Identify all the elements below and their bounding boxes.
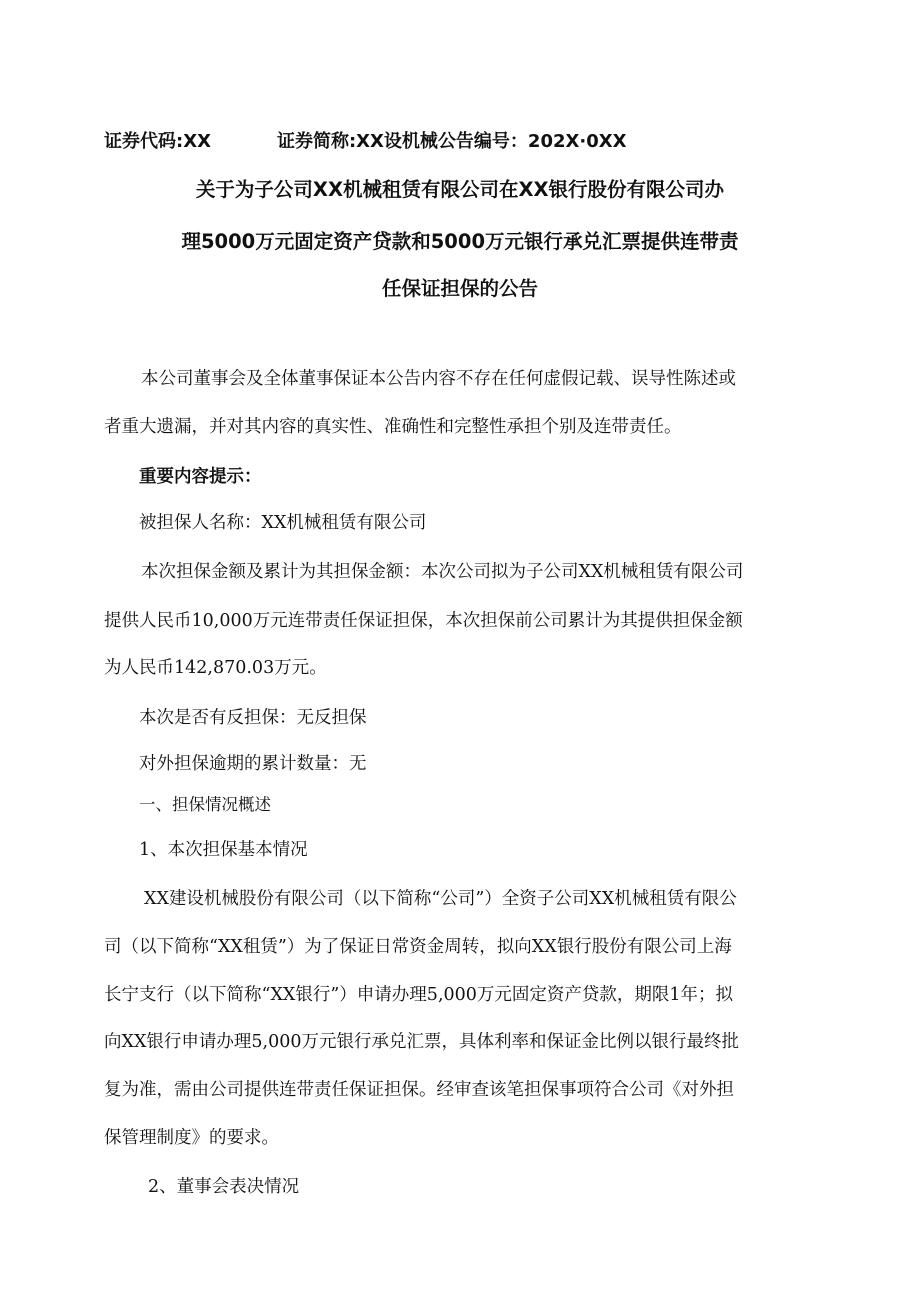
amount-line-1: 本次担保金额及累计为其担保金额：本次公司拟为子公司XX机械租赁有限公司 bbox=[141, 562, 744, 582]
guaranteed-party: 被担保人名称：XX机械租赁有限公司 bbox=[139, 513, 427, 533]
amount-line-3: 为人民币142,870.03万元。 bbox=[104, 658, 327, 678]
announcement-header bbox=[104, 127, 627, 153]
stock-code: 证券代码:XX bbox=[104, 131, 211, 152]
title-line-1: 关于为子公司XX机械租赁有限公司在XX银行股份有限公司办 bbox=[195, 178, 725, 201]
title-line-3: 任保证担保的公告 bbox=[381, 277, 538, 300]
section-1-sub-2: 2、董事会表决情况 bbox=[148, 1177, 300, 1197]
section-1-body-line-4: 向XX银行申请办理5,000万元银行承兑汇票，具体利率和保证金比例以银行最终批 bbox=[104, 1032, 740, 1052]
section-1-heading: 一、担保情况概述 bbox=[139, 795, 271, 814]
section-1-sub-1: 1、本次担保基本情况 bbox=[139, 840, 308, 860]
section-1-body-line-6: 保管理制度》的要求。 bbox=[104, 1128, 279, 1148]
counter-guarantee: 本次是否有反担保：无反担保 bbox=[139, 708, 367, 728]
highlights-heading: 重要内容提示： bbox=[139, 467, 262, 487]
overdue-count: 对外担保逾期的累计数量：无 bbox=[139, 754, 367, 774]
section-1-body-line-1: XX建设机械股份有限公司（以下简称“公司”）全资子公司XX机械租赁有限公 bbox=[144, 889, 737, 909]
statement-line-2: 者重大遗漏，并对其内容的真实性、准确性和完整性承担个别及连带责任。 bbox=[104, 417, 682, 437]
statement-line-1: 本公司董事会及全体董事保证本公告内容不存在任何虚假记载、误导性陈述或 bbox=[141, 369, 736, 389]
stock-name-and-number: 证券简称:XX设机械公告编号：202X·0XX bbox=[276, 131, 627, 152]
section-1-body-line-5: 复为准，需由公司提供连带责任保证担保。经审查该笔担保事项符合公司《对外担 bbox=[104, 1080, 734, 1100]
section-1-body-line-2: 司（以下简称“XX租赁”）为了保证日常资金周转，拟向XX银行股份有限公司上海 bbox=[104, 937, 732, 957]
title-line-2: 理5000万元固定资产贷款和5000万元银行承兑汇票提供连带责 bbox=[181, 230, 739, 253]
section-1-body-line-3: 长宁支行（以下简称“XX银行”）申请办理5,000万元固定资产贷款，期限1年；拟 bbox=[104, 985, 734, 1005]
amount-line-2: 提供人民币10,000万元连带责任保证担保，本次担保前公司累计为其提供担保金额 bbox=[104, 611, 743, 631]
